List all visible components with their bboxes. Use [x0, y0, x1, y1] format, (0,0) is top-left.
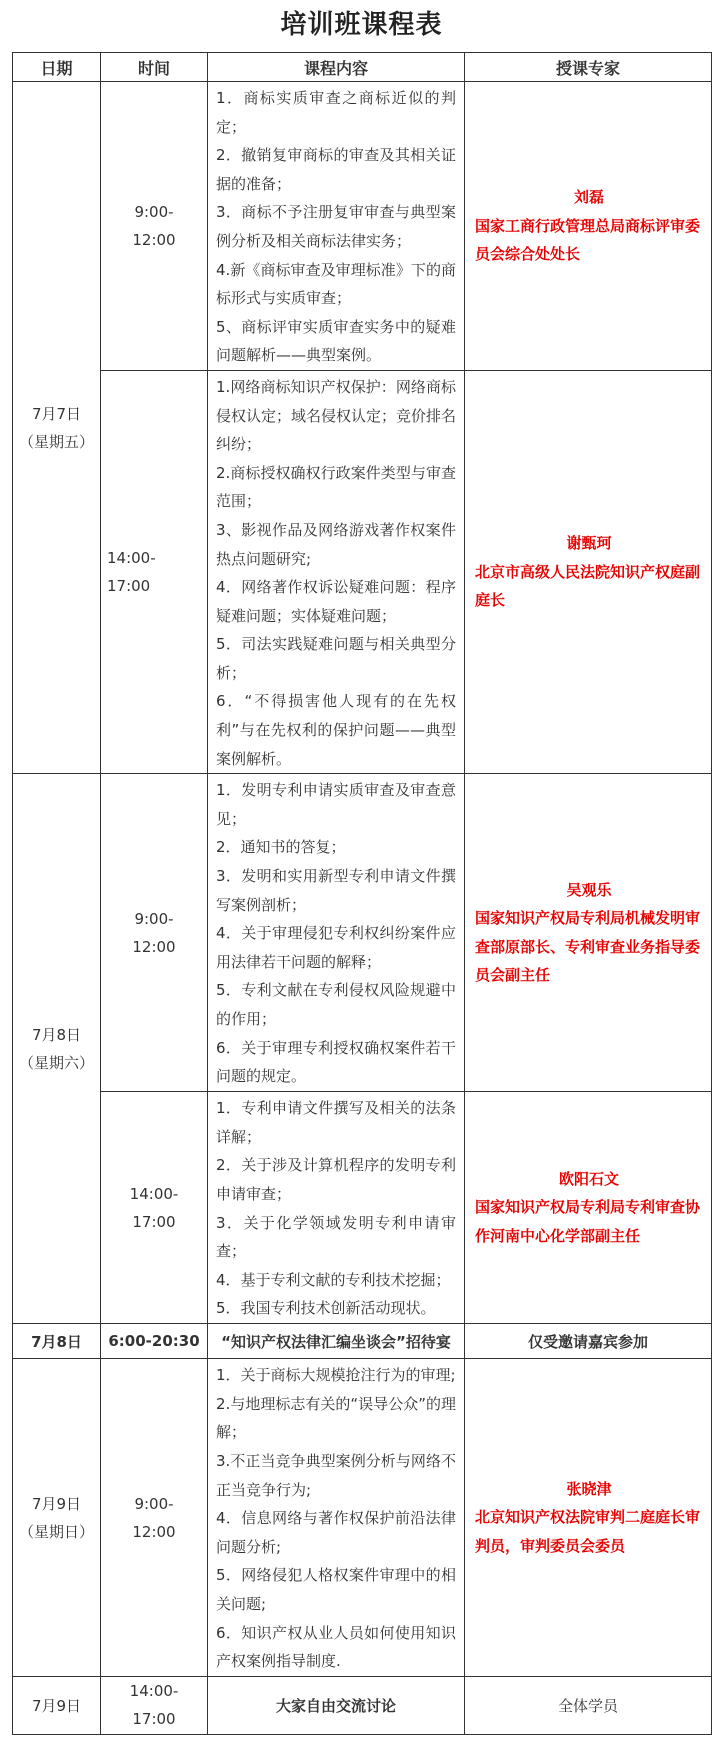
expert-cell: 仅受邀请嘉宾参加 [465, 1324, 712, 1359]
date-text: 7月8日 [31, 1025, 82, 1044]
expert-name: 刘磊 [573, 188, 604, 207]
course-item: 2.与地理标志有关的“误导公众”的理解； [216, 1394, 456, 1442]
date-cell [13, 82, 101, 774]
course-item: 2．关于涉及计算机程序的发明专利申请审查； [216, 1156, 456, 1204]
table-row [13, 774, 712, 1092]
table-row [13, 1676, 712, 1734]
time-end: 12:00 [132, 230, 176, 249]
date-cell [13, 1359, 101, 1677]
header-row [13, 53, 712, 82]
header-date: 日期 [13, 53, 101, 82]
course-item: 3、影视作品及网络游戏著作权案件热点问题研究; [216, 520, 456, 568]
course-item: 5．网络侵犯人格权案件审理中的相关问题; [216, 1566, 456, 1613]
weekday-text: （星期六） [18, 1053, 94, 1072]
expert-title: 北京市高级人民法院知识产权庭副庭长 [475, 562, 701, 610]
expert-title: 国家知识产权局专利局专利审查协作河南中心化学部副主任 [475, 1198, 701, 1246]
course-item: 4．网络著作权诉讼疑难问题：程序疑难问题；实体疑难问题； [216, 578, 456, 625]
time-start: 14:00- [107, 549, 156, 568]
course-item: 5．专利文献在专利侵权风险规避中的作用； [216, 981, 456, 1028]
course-item: 6．“不得损害他人现有的在先权利”与在先权利的保护问题——典型案例解析。 [216, 692, 456, 768]
expert-cell [465, 82, 712, 371]
course-item: 6．关于审理专利授权确权案件若干问题的规定。 [216, 1038, 456, 1086]
expert-name: 谢甄珂 [566, 534, 612, 553]
course-item: 4.新《商标审查及审理标准》下的商标形式与实质审查； [216, 260, 456, 308]
time-cell [101, 1359, 208, 1677]
course-cell: 大家自由交流讨论 [208, 1676, 465, 1734]
table-row [13, 1359, 712, 1677]
time-cell [101, 82, 208, 371]
time-start: 9:00- [134, 1494, 174, 1513]
course-cell [208, 370, 465, 773]
weekday-text: （星期五） [18, 432, 94, 451]
time-end: 17:00 [132, 1710, 176, 1729]
date-cell: 7月8日 [13, 1324, 101, 1359]
course-item: 5．司法实践疑难问题与相关典型分析； [216, 635, 456, 682]
course-item: 6．知识产权从业人员如何使用知识产权案例指导制度. [216, 1623, 456, 1671]
weekday-text: （星期日） [18, 1522, 94, 1541]
table-row [13, 1092, 712, 1324]
course-item: 2．撤销复审商标的审查及其相关证据的准备； [216, 146, 456, 193]
course-item: 4．信息网络与著作权保护前沿法律问题分析; [216, 1509, 456, 1556]
table-row [13, 370, 712, 773]
expert-cell [465, 774, 712, 1092]
time-start: 9:00- [134, 909, 174, 928]
course-item: 4．基于专利文献的专利技术挖掘； [216, 1270, 451, 1289]
time-end: 17:00 [132, 1212, 176, 1231]
course-cell [208, 1092, 465, 1324]
expert-name: 吴观乐 [566, 880, 612, 899]
course-cell [208, 774, 465, 1092]
expert-name: 张晓津 [566, 1479, 612, 1498]
course-cell: “知识产权法律汇编坐谈会”招待宴 [208, 1324, 465, 1359]
course-item: 2.商标授权确权行政案件类型与审查范围； [216, 463, 456, 511]
time-cell: 6:00-20:30 [101, 1324, 208, 1359]
time-cell [101, 370, 208, 773]
time-end: 12:00 [132, 1522, 176, 1541]
course-item: 3.不正当竞争典型案例分析与网络不正当竞争行为; [216, 1452, 456, 1499]
course-cell [208, 1359, 465, 1677]
schedule-table [12, 52, 712, 1735]
course-item: 4．关于审理侵犯专利权纠纷案件应用法律若干问题的解释； [216, 924, 456, 971]
time-end: 17:00 [107, 577, 151, 596]
table-row [13, 82, 712, 371]
expert-name: 欧阳石文 [558, 1169, 619, 1188]
course-item: 1.网络商标知识产权保护：网络商标侵权认定；域名侵权认定；竞价排名纠纷； [216, 377, 457, 454]
expert-cell [465, 370, 712, 773]
time-cell [101, 774, 208, 1092]
date-cell: 7月9日 [13, 1676, 101, 1734]
page-title: 培训班课程表 [280, 10, 443, 40]
time-cell [101, 1676, 208, 1734]
time-start: 14:00- [129, 1682, 179, 1701]
expert-title: 北京知识产权法院审判二庭庭长审判员，审判委员会委员 [475, 1508, 701, 1555]
course-item: 1．关于商标大规模抢注行为的审理; [216, 1366, 456, 1385]
expert-cell [465, 1092, 712, 1324]
course-item: 3．关于化学领域发明专利申请审查； [216, 1213, 456, 1261]
header-course: 课程内容 [208, 53, 465, 82]
date-text: 7月7日 [31, 404, 82, 423]
expert-title: 国家知识产权局专利局机械发明审查部原部长、专利审查业务指导委员会副主任 [475, 909, 701, 985]
course-item: 1．专利申请文件撰写及相关的法条详解； [216, 1099, 456, 1146]
expert-cell [465, 1359, 712, 1677]
course-item: 5．我国专利技术创新活动现状。 [216, 1299, 436, 1318]
course-item: 5、商标评审实质审查实务中的疑难问题解析——典型案例。 [216, 317, 456, 365]
time-start: 14:00- [129, 1184, 179, 1203]
time-start: 9:00- [134, 202, 174, 221]
header-time: 时间 [101, 53, 208, 82]
time-cell [101, 1092, 208, 1324]
course-item: 1．商标实质审查之商标近似的判定； [216, 89, 456, 136]
course-item: 1．发明专利申请实质审查及审查意见； [216, 781, 456, 828]
course-item: 2．通知书的答复； [216, 838, 346, 857]
date-text: 7月9日 [31, 1494, 82, 1513]
course-item: 3．发明和实用新型专利申请文件撰写案例剖析； [216, 867, 456, 914]
expert-title: 国家工商行政管理总局商标评审委员会综合处处长 [475, 216, 701, 264]
expert-cell: 全体学员 [465, 1676, 712, 1734]
time-end: 12:00 [132, 937, 176, 956]
table-row [13, 1324, 712, 1359]
course-item: 3．商标不予注册复审审查与典型案例分析及相关商标法律实务； [216, 203, 456, 250]
date-cell [13, 774, 101, 1324]
header-expert: 授课专家 [465, 53, 712, 82]
course-cell [208, 82, 465, 371]
